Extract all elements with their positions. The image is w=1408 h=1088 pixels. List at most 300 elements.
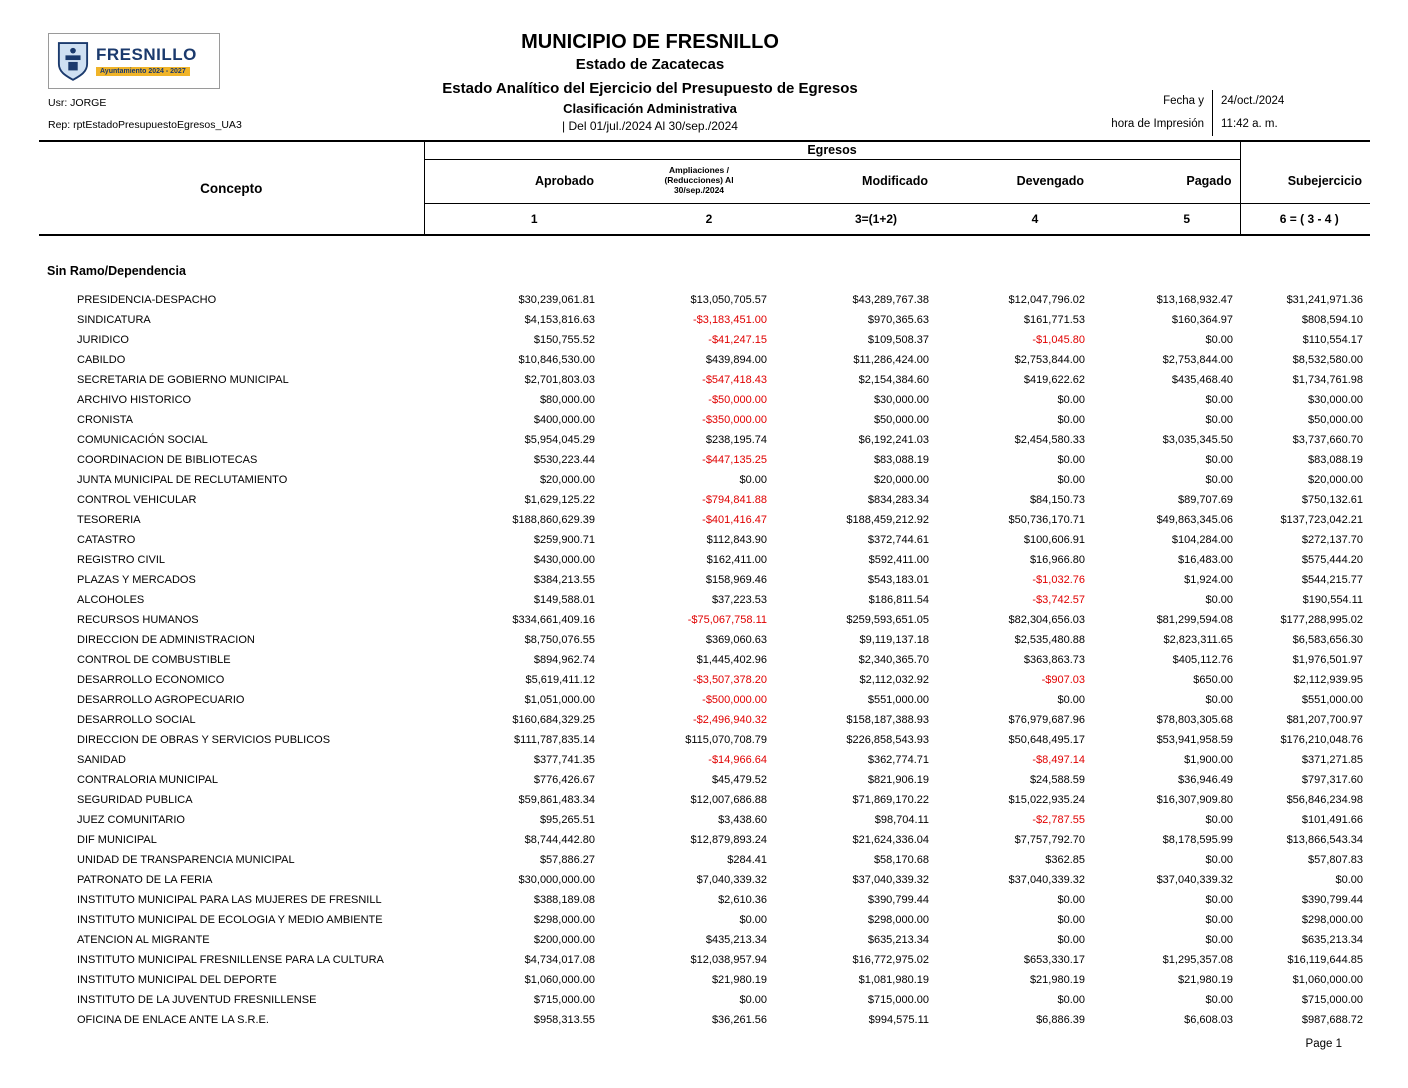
state-subtitle: Estado de Zacatecas	[575, 56, 725, 73]
row-value: $12,879,893.24	[690, 834, 767, 846]
row-value: $0.00	[1205, 914, 1234, 926]
row-concepto: DIRECCION DE OBRAS Y SERVICIOS PUBLICOS	[77, 734, 331, 746]
row-value: $112,843.90	[706, 534, 767, 546]
row-value: $0.00	[1057, 934, 1085, 946]
row-value: $45,479.52	[711, 774, 767, 786]
row-value: $715,000.00	[1301, 994, 1364, 1006]
row-value: $81,207,700.97	[1286, 714, 1364, 726]
row-concepto: JUNTA MUNICIPAL DE RECLUTAMIENTO	[77, 474, 288, 486]
row-value: $894,962.74	[533, 654, 595, 666]
row-value: $158,969.46	[705, 574, 767, 586]
column-header-modificado: Modificado	[774, 159, 936, 203]
row-value: $384,213.55	[533, 574, 595, 586]
row-value: $0.00	[1057, 454, 1085, 466]
row-concepto: INSTITUTO MUNICIPAL DEL DEPORTE	[77, 974, 277, 986]
row-value: $0.00	[1205, 474, 1234, 486]
row-concepto: DIRECCION DE ADMINISTRACION	[77, 634, 255, 646]
row-concepto: CABILDO	[77, 354, 126, 366]
row-value: $592,411.00	[868, 554, 929, 566]
row-value: $363,863.73	[1023, 654, 1085, 666]
row-value: $2,753,844.00	[1014, 354, 1085, 366]
table-row	[39, 330, 1370, 350]
subejercicio-spacer	[1240, 141, 1370, 159]
row-value: $430,000.00	[533, 554, 595, 566]
row-concepto: JUEZ COMUNITARIO	[77, 814, 185, 826]
row-value: $0.00	[1057, 894, 1085, 906]
row-value: $390,799.44	[1301, 894, 1364, 906]
row-value: $544,215.77	[1301, 574, 1364, 586]
row-value: $551,000.00	[1301, 694, 1364, 706]
table-row	[39, 470, 1370, 490]
row-value: -$3,507,378.20	[692, 674, 767, 686]
table-row	[39, 410, 1370, 430]
row-value: $530,223.44	[533, 454, 595, 466]
row-value: $188,459,212.92	[846, 514, 929, 526]
table-row	[39, 370, 1370, 390]
row-value: $2,535,480.88	[1014, 634, 1085, 646]
row-value: $284.41	[727, 854, 767, 866]
row-value: $162,411.00	[706, 554, 767, 566]
row-concepto: SANIDAD	[77, 754, 126, 766]
section-header-row	[39, 235, 1370, 290]
row-value: $82,304,656.03	[1008, 614, 1085, 626]
table-row	[39, 570, 1370, 590]
row-value: $653,330.17	[1023, 954, 1085, 966]
row-value: -$500,000.00	[702, 694, 767, 706]
table-row	[39, 490, 1370, 510]
row-value: $12,047,796.02	[1008, 294, 1085, 306]
row-concepto: COMUNICACIÓN SOCIAL	[77, 434, 208, 446]
row-concepto: PRESIDENCIA-DESPACHO	[77, 294, 217, 306]
row-value: $6,583,656.30	[1292, 634, 1364, 646]
row-value: $2,112,032.92	[859, 674, 929, 686]
print-info-divider	[1212, 90, 1213, 136]
row-value: $405,112.76	[1172, 654, 1234, 666]
row-concepto: CONTROL DE COMBUSTIBLE	[77, 654, 231, 666]
row-value: $388,189.08	[533, 894, 595, 906]
row-value: $30,239,061.81	[518, 294, 595, 306]
table-row	[39, 910, 1370, 930]
row-value: $16,772,975.02	[852, 954, 929, 966]
row-value: $0.00	[1057, 394, 1085, 406]
row-value: $0.00	[1205, 334, 1234, 346]
logo-name: FRESNILLO	[96, 45, 197, 65]
row-value: $16,307,909.80	[1156, 794, 1234, 806]
row-value: $2,454,580.33	[1014, 434, 1085, 446]
row-value: $76,979,687.96	[1008, 714, 1085, 726]
row-value: -$350,000.00	[702, 414, 767, 426]
row-value: $0.00	[1205, 894, 1234, 906]
table-row	[39, 290, 1370, 310]
table-row	[39, 790, 1370, 810]
row-concepto: CATASTRO	[77, 534, 136, 546]
row-concepto: ALCOHOLES	[77, 594, 145, 606]
row-value: $362,774.71	[867, 754, 929, 766]
row-value: $188,860,629.39	[512, 514, 595, 526]
column-header-ampliaciones: Ampliaciones / (Reducciones) Al 30/sep./2024	[602, 159, 774, 203]
user-line: Usr: JORGE	[48, 97, 107, 109]
column-number-6: 6 = ( 3 - 4 )	[1240, 203, 1370, 235]
row-value: $1,445,402.96	[696, 654, 767, 666]
row-value: $0.00	[1057, 694, 1085, 706]
row-concepto: REGISTRO CIVIL	[77, 554, 166, 566]
column-header-devengado: Devengado	[936, 159, 1092, 203]
row-value: -$50,000.00	[708, 394, 767, 406]
row-value: $57,807.83	[1307, 854, 1364, 866]
row-value: $298,000.00	[867, 914, 929, 926]
row-value: $89,707.69	[1177, 494, 1234, 506]
column-header-aprobado: Aprobado	[424, 159, 602, 203]
row-value: $13,866,543.34	[1286, 834, 1364, 846]
row-value: $100,606.91	[1023, 534, 1085, 546]
row-value: $186,811.54	[868, 594, 929, 606]
table-row	[39, 890, 1370, 910]
table-row	[39, 350, 1370, 370]
row-value: $7,757,792.70	[1014, 834, 1085, 846]
row-value: -$3,742.57	[1032, 594, 1085, 606]
row-value: $8,750,076.55	[524, 634, 595, 646]
table-row	[39, 770, 1370, 790]
row-concepto: INSTITUTO DE LA JUVENTUD FRESNILLENSE	[77, 994, 317, 1006]
row-value: $650.00	[1193, 674, 1234, 686]
report-period: | Del 01/jul./2024 Al 30/sep./2024	[562, 119, 738, 133]
table-row	[39, 970, 1370, 990]
row-value: $1,976,501.97	[1292, 654, 1364, 666]
classification-title: Clasificación Administrativa	[563, 101, 737, 116]
row-value: -$2,787.55	[1032, 814, 1085, 826]
document-header	[300, 31, 1000, 133]
row-concepto: COORDINACION DE BIBLIOTECAS	[77, 454, 258, 466]
municipal-logo	[48, 33, 220, 89]
print-info	[1076, 90, 1331, 136]
row-value: $36,946.49	[1177, 774, 1234, 786]
row-value: $1,900.00	[1184, 754, 1234, 766]
row-value: $0.00	[1205, 934, 1234, 946]
row-value: $575,444.20	[1301, 554, 1364, 566]
row-value: $369,060.63	[705, 634, 767, 646]
row-value: $419,622.62	[1023, 374, 1085, 386]
row-value: $13,050,705.57	[690, 294, 767, 306]
row-value: $226,858,543.93	[846, 734, 929, 746]
column-number-3: 3=(1+2)	[774, 203, 936, 235]
row-value: $15,022,935.24	[1008, 794, 1085, 806]
row-value: $298,000.00	[533, 914, 595, 926]
row-value: $1,081,980.19	[858, 974, 929, 986]
row-value: $200,000.00	[533, 934, 595, 946]
row-value: -$75,067,758.11	[687, 614, 767, 626]
row-value: $43,289,767.38	[852, 294, 929, 306]
page-number: Page 1	[1305, 1038, 1342, 1050]
row-value: -$41,247.15	[708, 334, 767, 346]
print-date-label: Fecha y	[1163, 95, 1204, 107]
row-value: $21,980.19	[711, 974, 767, 986]
row-value: $50,736,170.71	[1008, 514, 1085, 526]
row-value: -$1,032.76	[1032, 574, 1085, 586]
row-value: $372,744.61	[867, 534, 929, 546]
row-value: $1,924.00	[1184, 574, 1234, 586]
row-value: $20,000.00	[1307, 474, 1364, 486]
row-value: $6,608.03	[1184, 1014, 1234, 1026]
row-value: $49,863,345.06	[1156, 514, 1234, 526]
row-value: $0.00	[1205, 814, 1234, 826]
table-row	[39, 650, 1370, 670]
group-header-egresos: Egresos	[424, 141, 1240, 159]
row-value: $9,119,137.18	[859, 634, 929, 646]
row-value: $0.00	[1205, 854, 1234, 866]
row-value: $83,088.19	[873, 454, 929, 466]
print-time-label: hora de Impresión	[1111, 118, 1204, 130]
row-value: $176,210,048.76	[1280, 734, 1364, 746]
row-value: $259,900.71	[533, 534, 595, 546]
row-concepto: ATENCION AL MIGRANTE	[77, 934, 210, 946]
table-row	[39, 990, 1370, 1010]
row-value: $2,701,803.03	[524, 374, 595, 386]
row-value: $371,271.85	[1301, 754, 1364, 766]
row-value: $439,894.00	[705, 354, 767, 366]
row-concepto: SINDICATURA	[77, 314, 151, 326]
row-value: -$3,183,451.00	[692, 314, 767, 326]
row-value: $0.00	[1057, 914, 1085, 926]
row-value: $1,051,000.00	[524, 694, 595, 706]
row-value: $50,000.00	[873, 414, 929, 426]
table-row	[39, 850, 1370, 870]
row-value: $2,753,844.00	[1162, 354, 1234, 366]
row-value: $59,861,483.34	[518, 794, 595, 806]
row-value: $958,313.55	[533, 1014, 595, 1026]
row-value: $750,132.61	[1301, 494, 1364, 506]
row-value: $50,000.00	[1307, 414, 1364, 426]
row-concepto: UNIDAD DE TRANSPARENCIA MUNICIPAL	[77, 854, 295, 866]
row-value: $177,288,995.02	[1280, 614, 1364, 626]
row-value: $6,192,241.03	[858, 434, 929, 446]
row-value: $101,491.66	[1301, 814, 1364, 826]
report-id-line: Rep: rptEstadoPresupuestoEgresos_UA3	[48, 119, 242, 131]
row-value: $81,299,594.08	[1156, 614, 1234, 626]
budget-table	[39, 140, 1370, 1030]
row-value: $0.00	[1057, 414, 1085, 426]
row-value: $0.00	[1205, 994, 1234, 1006]
row-value: $160,364.97	[1171, 314, 1234, 326]
row-value: $95,265.51	[539, 814, 595, 826]
row-value: $970,365.63	[867, 314, 929, 326]
row-value: $12,007,686.88	[690, 794, 767, 806]
row-value: $2,112,939.95	[1293, 674, 1364, 686]
row-value: $0.00	[739, 474, 767, 486]
row-value: $21,980.19	[1029, 974, 1085, 986]
row-value: $2,154,384.60	[858, 374, 929, 386]
row-value: $435,468.40	[1171, 374, 1234, 386]
row-concepto: ARCHIVO HISTORICO	[77, 394, 192, 406]
row-concepto: INSTITUTO MUNICIPAL PARA LAS MUJERES DE FRESNILL	[77, 894, 382, 906]
row-concepto: DESARROLLO SOCIAL	[77, 714, 196, 726]
table-row	[39, 430, 1370, 450]
row-value: -$547,418.43	[702, 374, 767, 386]
row-value: -$907.03	[1041, 674, 1085, 686]
row-value: $37,040,339.32	[852, 874, 929, 886]
row-value: $8,744,442.80	[524, 834, 595, 846]
row-value: $83,088.19	[1307, 454, 1364, 466]
row-value: $4,734,017.08	[524, 954, 595, 966]
row-value: $390,799.44	[867, 894, 929, 906]
column-number-5: 5	[1092, 203, 1240, 235]
logo-subtitle: Ayuntamiento 2024 - 2027	[96, 67, 190, 76]
row-value: $104,284.00	[1171, 534, 1234, 546]
table-row	[39, 550, 1370, 570]
row-value: $834,283.34	[867, 494, 929, 506]
row-value: $16,119,644.85	[1287, 954, 1364, 966]
row-value: $98,704.11	[874, 814, 929, 826]
row-value: $0.00	[1205, 594, 1234, 606]
table-row	[39, 930, 1370, 950]
row-value: $0.00	[739, 914, 767, 926]
row-value: $1,295,357.08	[1162, 954, 1234, 966]
row-value: $5,619,411.12	[525, 674, 595, 686]
table-row	[39, 1010, 1370, 1030]
row-value: $0.00	[1335, 874, 1364, 886]
row-value: $272,137.70	[1301, 534, 1364, 546]
row-concepto: RECURSOS HUMANOS	[77, 614, 199, 626]
row-concepto: CRONISTA	[77, 414, 134, 426]
row-value: $0.00	[1057, 994, 1085, 1006]
row-value: $298,000.00	[1301, 914, 1364, 926]
report-title: Estado Analítico del Ejercicio del Presupuesto de Egresos	[442, 80, 858, 97]
row-concepto: PATRONATO DE LA FERIA	[77, 874, 213, 886]
row-value: $0.00	[1057, 474, 1085, 486]
row-value: $6,886.39	[1036, 1014, 1085, 1026]
row-value: $150,755.52	[533, 334, 595, 346]
row-value: $3,438.60	[718, 814, 767, 826]
table-row	[39, 670, 1370, 690]
row-value: $259,593,651.05	[846, 614, 929, 626]
row-value: $13,168,932.47	[1156, 294, 1234, 306]
table-row	[39, 630, 1370, 650]
table-row	[39, 810, 1370, 830]
table-row	[39, 530, 1370, 550]
column-header-pagado: Pagado	[1092, 159, 1240, 203]
row-value: $137,723,042.21	[1280, 514, 1364, 526]
row-value: $4,153,816.63	[524, 314, 595, 326]
row-value: $797,317.60	[1301, 774, 1364, 786]
row-value: $551,000.00	[867, 694, 929, 706]
row-value: $808,594.10	[1301, 314, 1364, 326]
row-value: $110,554.17	[1302, 334, 1364, 346]
row-concepto: JURIDICO	[77, 334, 129, 346]
row-value: $987,688.72	[1301, 1014, 1364, 1026]
row-value: $5,954,045.29	[524, 434, 595, 446]
row-value: $161,771.53	[1023, 314, 1085, 326]
row-value: $1,734,761.98	[1292, 374, 1364, 386]
row-value: $715,000.00	[867, 994, 929, 1006]
row-value: $158,187,388.93	[846, 714, 929, 726]
row-value: $435,213.34	[705, 934, 767, 946]
print-date-value: 24/oct./2024	[1221, 95, 1285, 107]
row-value: $111,787,835.14	[514, 734, 595, 746]
row-value: $3,737,660.70	[1292, 434, 1364, 446]
row-value: $37,223.53	[711, 594, 767, 606]
row-value: $635,213.34	[867, 934, 929, 946]
column-header-concepto: Concepto	[39, 141, 424, 235]
row-value: $0.00	[1205, 454, 1234, 466]
row-value: $78,803,305.68	[1156, 714, 1234, 726]
row-concepto: INSTITUTO MUNICIPAL FRESNILLENSE PARA LA CULTURA	[77, 954, 384, 966]
row-value: $16,483.00	[1177, 554, 1234, 566]
row-value: $30,000.00	[1307, 394, 1364, 406]
row-value: $115,070,708.79	[685, 734, 767, 746]
row-value: $30,000.00	[873, 394, 929, 406]
row-value: -$447,135.25	[702, 454, 767, 466]
row-concepto: CONTROL VEHICULAR	[77, 494, 197, 506]
row-value: $0.00	[1205, 394, 1234, 406]
row-concepto: OFICINA DE ENLACE ANTE LA S.R.E.	[77, 1014, 269, 1026]
row-value: $36,261.56	[711, 1014, 767, 1026]
table-row	[39, 730, 1370, 750]
column-number-4: 4	[936, 203, 1092, 235]
row-concepto: INSTITUTO MUNICIPAL DE ECOLOGIA Y MEDIO AMBIENTE	[77, 914, 383, 926]
row-value: $37,040,339.32	[1008, 874, 1085, 886]
row-value: $2,823,311.65	[1163, 634, 1234, 646]
row-value: $8,532,580.00	[1292, 354, 1364, 366]
row-value: $543,183.01	[867, 574, 929, 586]
page-title: MUNICIPIO DE FRESNILLO	[521, 31, 779, 53]
table-row	[39, 710, 1370, 730]
row-value: $57,886.27	[539, 854, 595, 866]
row-value: $400,000.00	[533, 414, 595, 426]
row-value: $20,000.00	[873, 474, 929, 486]
row-value: $8,178,595.99	[1162, 834, 1234, 846]
row-value: $0.00	[739, 994, 767, 1006]
table-row	[39, 510, 1370, 530]
table-row	[39, 610, 1370, 630]
row-value: $1,629,125.22	[524, 494, 595, 506]
row-concepto: DESARROLLO AGROPECUARIO	[77, 694, 245, 706]
row-value: $149,588.01	[533, 594, 595, 606]
row-value: $80,000.00	[539, 394, 595, 406]
row-value: $16,966.80	[1029, 554, 1085, 566]
row-value: $635,213.34	[1301, 934, 1364, 946]
row-value: $11,286,424.00	[853, 354, 929, 366]
row-value: $3,035,345.50	[1162, 434, 1234, 446]
row-value: $21,624,336.04	[852, 834, 929, 846]
row-value: -$794,841.88	[702, 494, 767, 506]
row-value: -$2,496,940.32	[692, 714, 767, 726]
row-value: $31,241,971.36	[1286, 294, 1364, 306]
table-row	[39, 310, 1370, 330]
row-concepto: DESARROLLO ECONOMICO	[77, 674, 225, 686]
table-body	[39, 235, 1370, 1030]
table-row	[39, 450, 1370, 470]
row-value: $20,000.00	[539, 474, 595, 486]
row-value: $10,846,530.00	[518, 354, 595, 366]
row-concepto: SECRETARIA DE GOBIERNO MUNICIPAL	[77, 374, 289, 386]
row-value: $37,040,339.32	[1156, 874, 1234, 886]
row-concepto: CONTRALORIA MUNICIPAL	[77, 774, 218, 786]
row-value: -$401,416.47	[702, 514, 767, 526]
row-value: $24,588.59	[1029, 774, 1085, 786]
section-title: Sin Ramo/Dependencia	[47, 264, 186, 278]
row-value: $2,340,365.70	[858, 654, 929, 666]
print-time-value: 11:42 a. m.	[1221, 118, 1278, 130]
row-value: $994,575.11	[868, 1014, 929, 1026]
row-value: $377,741.35	[533, 754, 595, 766]
row-value: $334,661,409.16	[512, 614, 595, 626]
row-concepto: SEGURIDAD PUBLICA	[77, 794, 193, 806]
row-value: $53,941,958.59	[1156, 734, 1234, 746]
row-value: $0.00	[1205, 694, 1234, 706]
row-value: $160,684,329.25	[512, 714, 595, 726]
row-value: $715,000.00	[533, 994, 595, 1006]
column-number-1: 1	[424, 203, 602, 235]
row-concepto: PLAZAS Y MERCADOS	[77, 574, 196, 586]
